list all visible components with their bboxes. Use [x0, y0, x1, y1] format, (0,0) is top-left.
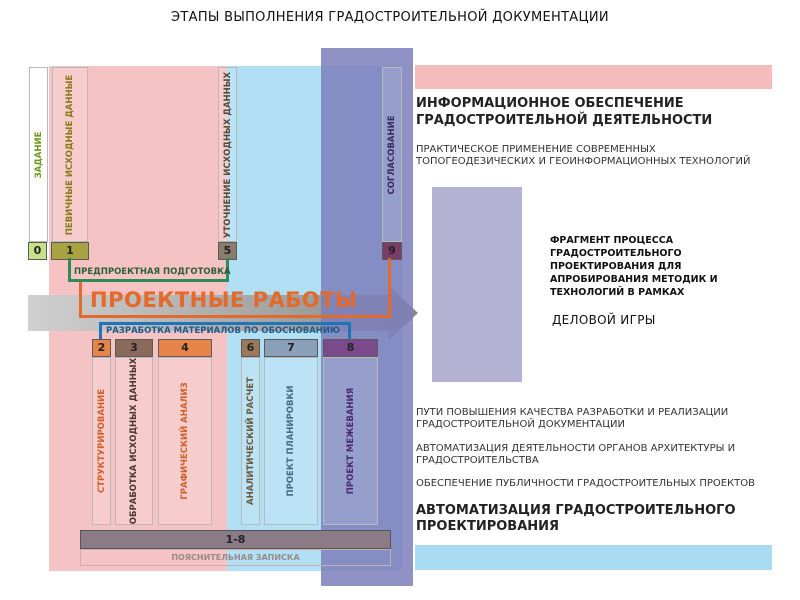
stage-6-number: 6: [241, 339, 260, 357]
stage-3-number: 3: [115, 339, 153, 357]
heading-auto-line2: ПРОЕКТИРОВАНИЯ: [416, 519, 560, 534]
stage-6-column: [241, 357, 260, 525]
blue-line-right: [348, 322, 351, 339]
item2-line2: ГРАДОСТРОИТЕЛЬСТВА: [416, 455, 539, 466]
pre-project-label: ПРЕДПРОЕКТНАЯ ПОДГОТОВКА: [74, 267, 231, 277]
blue-line-left: [99, 322, 102, 339]
stage-7-label: ПРОЕКТ ПЛАНИРОВКИ: [286, 385, 296, 497]
stage-4-column: [158, 357, 212, 525]
orange-line-bottom: [79, 315, 391, 318]
materials-label: РАЗРАБОТКА МАТЕРИАЛОВ ПО ОБОСНОВАНИЮ: [106, 326, 340, 336]
stage-2-label: СТРУКТУРИРОВАНИЕ: [96, 388, 107, 494]
stage-4-number: 4: [158, 339, 212, 357]
stage-9-number: 9: [382, 242, 402, 260]
fragment-swatch: [432, 187, 522, 382]
orange-line-right: [388, 258, 391, 318]
explanatory-note: ПОЯСНИТЕЛЬНАЯ ЗАПИСКА: [80, 549, 391, 566]
range-bar: 1-8: [80, 530, 391, 549]
stage-8-label: ПРОЕКТ МЕЖЕВАНИЯ: [345, 387, 356, 495]
blue-line-top: [99, 322, 351, 325]
orange-line-left: [79, 282, 82, 318]
heading-info-line2: ГРАДОСТРОИТЕЛЬНОЙ ДЕЯТЕЛЬНОСТИ: [416, 113, 713, 128]
fragment-line4: АПРОБИРОВАНИЯ МЕТОДИК И: [550, 274, 718, 285]
stage-0-number: 0: [28, 242, 47, 260]
stage-7-number: 7: [264, 339, 318, 357]
stage-2-number: 2: [92, 339, 111, 357]
page-title: ЭТАПЫ ВЫПОЛНЕНИЯ ГРАДОСТРОИТЕЛЬНОЙ ДОКУМЕНТАЦИИ: [171, 10, 609, 25]
stage-8-number: 8: [323, 339, 378, 357]
stage-8-column: [323, 357, 378, 525]
stage-3-label: ОБРАБОТКА ИСХОДНЫХ ДАННЫХ: [129, 357, 139, 525]
business-game-label: ДЕЛОВОЙ ИГРЫ: [552, 313, 656, 327]
stage-0-label: ЗАДАНИЕ: [33, 131, 44, 178]
item3-text: ОБЕСПЕЧЕНИЕ ПУБЛИЧНОСТИ ГРАДОСТРОИТЕЛЬНЫХ ПРОЕКТОВ: [416, 478, 755, 489]
item1-line1: ПУТИ ПОВЫШЕНИЯ КАЧЕСТВА РАЗРАБОТКИ И РЕАЛИЗАЦИИ: [416, 407, 729, 418]
stage-0-column: [29, 67, 48, 242]
fragment-line1: ФРАГМЕНТ ПРОЦЕССА: [550, 235, 674, 246]
right-pink-bar: [415, 65, 772, 89]
fragment-line3: ПРОЕКТИРОВАНИЯ ДЛЯ: [550, 261, 682, 272]
heading-info-line1: ИНФОРМАЦИОННОЕ ОБЕСПЕЧЕНИЕ: [416, 96, 684, 111]
stage-1-label: ПЕВИЧНЫЕ ИСХОДНЫЕ ДАННЫЕ: [65, 74, 75, 235]
stage-5-label: УТОЧНЕНИЕ ИСХОДНЫХ ДАННЫХ: [222, 71, 233, 238]
fragment-line2: ГРАДОСТРОИТЕЛЬНОГО: [550, 248, 682, 259]
stage-1-column: [52, 67, 88, 242]
stage-2-column: [92, 357, 111, 525]
project-works-label: ПРОЕКТНЫЕ РАБОТЫ: [90, 288, 358, 312]
stage-9-label: СОГЛАСОВАНИЕ: [387, 114, 397, 195]
item2-line1: АВТОМАТИЗАЦИЯ ДЕЯТЕЛЬНОСТИ ОРГАНОВ АРХИТЕКТУРЫ И: [416, 443, 736, 454]
green-line-bottom: [68, 279, 229, 282]
sub-info-line2: ТОПОГЕОДЕЗИЧЕСКИХ И ГЕОИНФОРМАЦИОННЫХ ТЕХНОЛОГИЙ: [416, 156, 751, 167]
stage-5-column: [218, 67, 237, 242]
stage-9-column: [382, 67, 402, 242]
stage-7-column: [264, 357, 318, 525]
sub-info-line1: ПРАКТИЧЕСКОЕ ПРИМЕНЕНИЕ СОВРЕМЕННЫХ: [416, 144, 656, 155]
item1-line2: ГРАДОСТРОИТЕЛЬНОЙ ДОКУМЕНТАЦИИ: [416, 419, 625, 430]
stage-5-number: 5: [218, 242, 237, 260]
right-blue-bar: [415, 545, 772, 570]
stage-6-label: АНАЛИТИЧЕСКИЙ РАСЧЕТ: [245, 377, 256, 505]
stage-3-column: [115, 357, 153, 525]
fragment-text: [550, 234, 718, 299]
stage-1-number: 1: [51, 242, 89, 260]
stage-4-label: ГРАФИЧЕСКИЙ АНАЛИЗ: [180, 382, 190, 500]
heading-auto-line1: АВТОМАТИЗАЦИЯ ГРАДОСТРОИТЕЛЬНОГО: [416, 503, 736, 518]
fragment-line5: ТЕХНОЛОГИЙ В РАМКАХ: [550, 287, 685, 298]
